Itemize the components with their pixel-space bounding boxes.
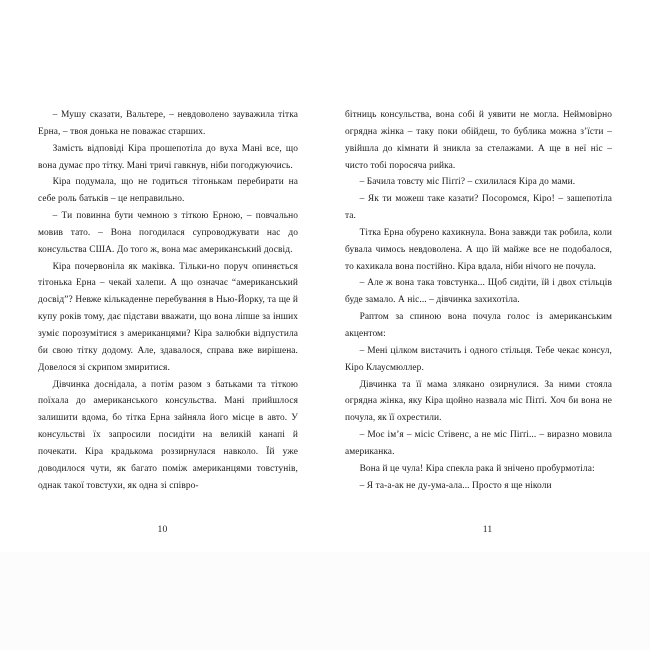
page-right — [325, 0, 650, 552]
paragraph: – Мушу сказати, Вальтере, – невдоволено зауважила тітка Ерна, – твоя донька не поважає старших. — [38, 110, 298, 137]
paragraph: Дівчинка доснідала, а потім разом з батьками та тіткою поїхала до американського консульства. Мані прийшлося залишити вдома, бо тітка Ерна зайняла його місце в авто. У консульстві їх запросили посидіти на великій канапі й почекати. Кіра крадькома роззирнулася навколо. Їй уже доводилося чути, як багато поміж американцями товстунів, однак такої товстухи, як одна зі співро- — [38, 379, 298, 491]
page-left-textblock — [38, 107, 298, 494]
paragraph: – Бачила товсту міс Піґґі? – схилилася Кіра до мами. — [359, 177, 576, 188]
paper-tint-area — [0, 552, 650, 650]
page-left — [0, 0, 325, 552]
paragraph: – Я та-а-ак не ду-ума-ала... Просто я ще ніколи — [359, 480, 552, 491]
paragraph: Кіра почервоніла як маківка. Тільки-но поруч опиняється тітонька Ерна – чекай халепи. А що означає “американський досвід”? Невже кількаденне перебування в Нью-Йорку, та ще й купу років тому, дає підстави вважати, що вона ліпше за інших зуміє порозумітися з американцями? Кіра залюбки відпустила би свою тітку додому. Але, здавалося, справа вже вирішена. Довелося зі скрипом змиритися. — [38, 261, 298, 373]
paragraph: Замість відповіді Кіра прошепотіла до вуха Мані все, що вона думає про тітку. Мані тричі гавкнув, ніби погоджуючись. — [38, 143, 298, 171]
paragraph: Кіра подумала, що не годиться тітонькам перебирати на себе роль батьків – це неправильно. — [38, 177, 298, 205]
paragraph: Тітка Ерна обурено кахикнула. Вона завжди так робила, коли бувала чимось невдоволена. А що їй майже все не подобалося, то кахикала вона постійно. Кіра вдала, ніби нічого не почула. — [345, 227, 612, 272]
paragraph: Раптом за спиною вона почула голос із американським акцентом: — [345, 312, 612, 339]
paragraph: – Як ти можеш таке казати? Посоромся, Кіро! – зашепотіла та. — [345, 194, 612, 222]
paragraph: Вона й це чула! Кіра спекла рака й знічено пробурмотіла: — [359, 463, 595, 474]
paragraph: бітниць консульства, вона собі й уявити не могла. Неймовірно огрядна жінка – таку поки обійдеш, то бублика можна з’їсти – увійшла до кімнати й зникла за стелажами. А ще в неї ніс – чисто тобі поросяча рийка. — [345, 110, 612, 171]
page-number-right: 11 — [482, 524, 493, 535]
page-number-left: 10 — [157, 524, 168, 535]
paragraph: – Мені цілком вистачить і одного стільця. Тебе чекає консул, Кіро Клаусмюллер. — [345, 345, 612, 373]
paragraph: – Ти повинна бути чемною з тіткою Ерною, – повчально мовив тато. – Вона погодилася супроводжувати нас до консульства США. До того ж, вона має американський досвід. — [38, 211, 298, 255]
paragraph: – Але ж вона така товстунка... Щоб сидіти, їй і двох стільців буде замало. А ніс... – дівчинка захихотіла. — [345, 278, 612, 306]
page-right-textblock — [345, 107, 612, 494]
paragraph: – Моє ім’я – місіс Стівенс, а не міс Піґґі... – виразно мовила американка. — [345, 430, 612, 457]
paragraph: Дівчинка та її мама злякано озирнулися. За ними стояла огрядна жінка, яку Кіра щойно назвала міс Піґґі. Хоч би вона не почула, як її охрестили. — [345, 379, 612, 424]
